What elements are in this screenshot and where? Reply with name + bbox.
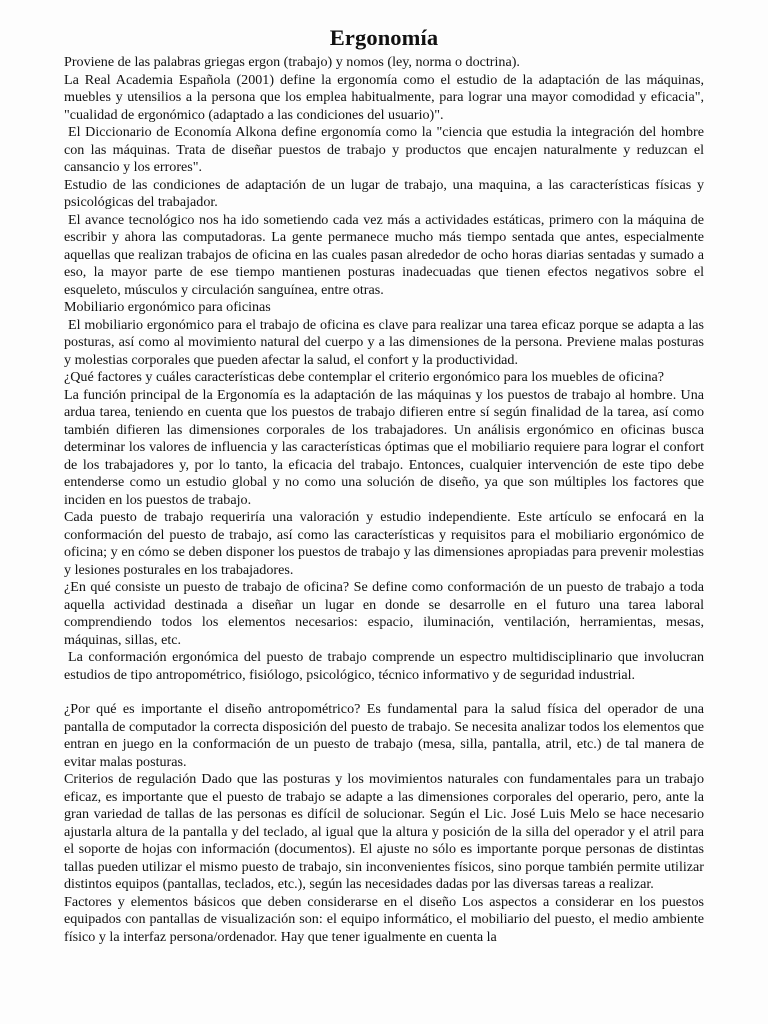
paragraph-main-function: La función principal de la Ergonomía es la adaptación de las máquinas y los puestos de trabajo al hombre. Una ardua tarea, teniendo en cuenta que los puestos de trabajo difieren entre sí según finalidad de la tarea, así como también difieren las dimensiones corporales de los trabajadores. Un análisis ergonómico en oficinas busca determinar los valores de influencia y las características óptimas que el mobiliario requiere para lograr el confort de los trabajadores y, por lo tanto, la eficacia del trabajo. Entonces, cualquier intervención de este tipo debe entenderse como un estudio global y no como una solución de diseño, ya que son múltiples los factores que inciden en los puestos de trabajo. [64, 386, 704, 508]
paragraph-basic-factors: Factores y elementos básicos que deben considerarse en el diseño Los aspectos a considerar en los puestos equipados con pantallas de visualización son: el equipo informático, el mobiliario del puesto, el medio ambiente físico y la interfaz persona/ordenador. Hay que tener igualmente en cuenta la [64, 893, 704, 945]
paragraph-question-workstation: ¿En qué consiste un puesto de trabajo de oficina? Se define como conformación de un puesto de trabajo a toda aquella actividad destinada a diseñar un lugar en donde se desarrolle en el futuro una tarea laboral comprendiendo todos los elementos necesarios: espacio, iluminación, ventilación, herramientas, mesas, máquinas, sillas, etc. [64, 579, 704, 648]
paragraph-office-furniture: El mobiliario ergonómico para el trabajo de oficina es clave para realizar una tarea eficaz porque se adapta a las posturas, así como al movimiento natural del cuerpo y a las dimensiones de la persona. Previene malas posturas y molestias corporales que pueden afectar la salud, el confort y la productividad. [64, 316, 704, 368]
paragraph-ergonomic-conformation: La conformación ergonómica del puesto de trabajo comprende un espectro multidisciplinario que involucran estudios de tipo antropométrico, fisiólogo, psicológico, técnico informativo y de seguridad industrial. [64, 649, 704, 683]
document-body [64, 54, 704, 946]
paragraph-rae-definition: La Real Academia Española (2001) define la ergonomía como el estudio de la adaptación de las máquinas, muebles y utensilios a la persona que los emplea habitualmente, para lograr una mayor comodidad y eficacia", "cualidad de ergonómico (adaptado a las condiciones del usuario)". [64, 71, 704, 123]
paragraph-technological-advance: El avance tecnológico nos ha ido sometiendo cada vez más a actividades estáticas, primero con la máquina de escribir y ahora las computadoras. La gente permanece mucho más tiempo sentada que antes, especialmente aquellas que realizan trabajos de oficina en las cuales pasan alrededor de ocho horas diarias sentadas y sumado a eso, la mayor parte de ese tiempo mantienen posturas inadecuadas que tienen efectos negativos sobre el esqueleto, músculos y circulación sanguínea, entre otras. [64, 211, 704, 298]
paragraph-adaptation-study: Estudio de las condiciones de adaptación de un lugar de trabajo, una maquina, a las características físicas y psicológicas del trabajador. [64, 176, 704, 210]
paragraph-etymology: Proviene de las palabras griegas ergon (trabajo) y nomos (ley, norma o doctrina). [64, 54, 520, 70]
document-title: Ergonomía [329, 25, 439, 50]
paragraph-question-factors: ¿Qué factores y cuáles características debe contemplar el criterio ergonómico para los muebles de oficina? [64, 369, 665, 385]
paragraph-each-workstation: Cada puesto de trabajo requeriría una valoración y estudio independiente. Este artículo se enfocará en la conformación del puesto de trabajo, así como las características y requisitos para el mobiliario ergonómico de oficina; y en cómo se deben disponer los puestos de trabajo y las dimensiones apropiadas para prevenir molestias y lesiones posturales en los trabajadores. [64, 509, 704, 578]
paragraph-alkona-definition: El Diccionario de Economía Alkona define ergonomía como la "ciencia que estudia la integración del hombre con las máquinas. Trata de diseñar puestos de trabajo y productos que encajen naturalmente y reduzcan el cansancio y los errores". [64, 124, 704, 175]
paragraph-regulation-criteria: Criterios de regulación Dado que las posturas y los movimientos naturales con fundamentales para un trabajo eficaz, es importante que el puesto de trabajo se adapte a las dimensiones corporales del operario, pero, ante la gran variedad de tallas de las personas es difícil de solucionar. Según el Lic. José Luis Melo se hace necesario ajustarla altura de la pantalla y del teclado, al igual que la altura y posición de la silla del operador y el atril para el soporte de hojas con información (documentos). El ajuste no sólo es importante porque personas de distintas tallas pueden utilizar el mismo puesto de trabajo, sin inconvenientes físicos, sino porque también permite utilizar distintos equipos (pantallas, teclados, etc.), según las necesidades dadas por las diversas tareas a realizar. [64, 771, 704, 892]
section-heading-office-furniture: Mobiliario ergonómico para oficinas [64, 299, 271, 315]
paragraph-anthropometric-design: ¿Por qué es importante el diseño antropométrico? Es fundamental para la salud física del operador de una pantalla de computador la correcta disposición del puesto de trabajo. Se necesita analizar todos los elementos que entran en juego en la conformación de un puesto de trabajo (mesa, silla, pantalla, atril, etc.) de tal manera de evitar malas posturas. [64, 701, 704, 770]
